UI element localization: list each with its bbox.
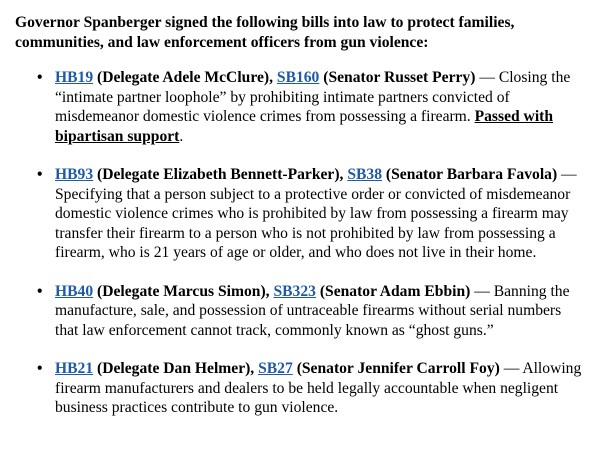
bill-description: — Closing the “intimate partner loophole” by prohibiting intimate partners convicted of misdemeanor domestic violence crimes from possessing a firearm. [55,69,571,125]
bill-list [15,68,582,418]
bill-description: — Specifying that a person subject to a protective order or convicted of misdemeanor domestic violence crimes who is prohibited by law from possessing a firearm may transfer their firearm to a person who is not prohibited by law from possessing a firearm, who is 21 years of age or older, and who does not live in their home. [55,166,577,261]
bill-link-sb38[interactable]: SB38 [347,166,383,183]
bullet-icon: • [37,166,43,183]
senate-sponsor: (Senator Adam Ebbin) [319,282,471,300]
intro-paragraph: Governor Spanberger signed the following bills into law to protect families, communities, and law enforcement officers from gun violence: [15,14,515,51]
house-sponsor: (Delegate Adele McClure), [97,69,273,86]
bill-item-hb19 [15,68,585,146]
bill-item-hb21 [15,359,585,418]
bill-item-hb93 [15,165,585,263]
senate-sponsor: (Senator Russet Perry) [323,69,476,86]
bullet-icon: • [37,360,43,377]
bullet-icon: • [37,282,43,300]
senate-sponsor: (Senator Jennifer Carroll Foy) [296,360,500,377]
bill-link-hb93[interactable]: HB93 [55,166,94,183]
bullet-icon: • [37,69,43,86]
bill-link-sb160[interactable]: SB160 [276,69,320,86]
house-sponsor: (Delegate Elizabeth Bennett-Parker), [97,166,344,183]
bill-item-hb40 [15,282,585,341]
house-sponsor: (Delegate Marcus Simon), [97,282,270,300]
bipartisan-support-link[interactable]: Passed with bipartisan support [55,108,554,145]
bill-link-sb323[interactable]: SB323 [273,282,316,300]
bill-description: — Banning the manufacture, sale, and possession of untraceable firearms without serial numbers that law enforcement cannot track, commonly known as “ghost guns.” [55,282,570,339]
bill-description: — Allowing firearm manufacturers and dealers to be held legally accountable when negligent business practices contribute to gun violence. [55,360,582,416]
bill-link-hb19[interactable]: HB19 [55,69,94,86]
senate-sponsor: (Senator Barbara Favola) [385,166,558,183]
bill-link-hb40[interactable]: HB40 [55,282,94,300]
house-sponsor: (Delegate Dan Helmer), [97,360,255,377]
bill-description-suffix: . [179,127,184,145]
bill-link-sb27[interactable]: SB27 [258,360,293,377]
bill-link-hb21[interactable]: HB21 [55,360,94,377]
